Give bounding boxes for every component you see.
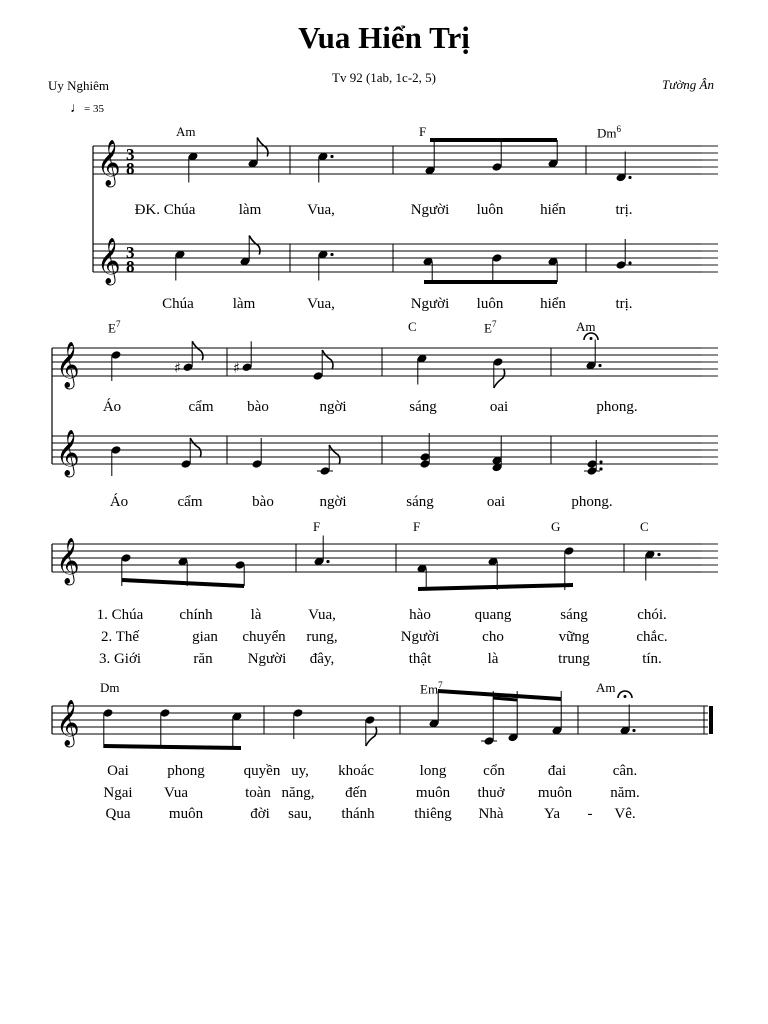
lyric-syllable: đai (547, 763, 567, 779)
lyric-syllable: thật (408, 651, 432, 667)
lyric-syllable: ĐK. Chúa (134, 202, 196, 218)
lyric-syllable: năm. (610, 785, 640, 801)
dot (599, 460, 602, 463)
time-signature-top: 3 (126, 243, 135, 262)
lyric-syllable: Người (400, 629, 440, 645)
lyric-syllable: phong. (571, 494, 613, 510)
lyric-syllable: muôn (537, 785, 573, 801)
lyric-syllable: hiển (540, 296, 566, 312)
chord-name: F (419, 124, 427, 139)
lyric-syllable: tín. (642, 651, 662, 667)
note-flag (366, 727, 377, 746)
lyric-syllable: trị. (615, 202, 633, 218)
lyric-syllable: năng, (281, 785, 315, 801)
lyric-syllable: rung, (306, 629, 338, 645)
chord-symbol (313, 519, 320, 535)
lyric-syllable: Vê. (614, 806, 636, 822)
lyric-syllable: bào (252, 494, 274, 510)
chord-extension: 7 (491, 319, 497, 329)
lyric-syllable: đời (250, 806, 270, 822)
lyric-syllable: Chúa (162, 296, 194, 312)
lyric-syllable: thuở (477, 785, 505, 801)
chord-symbol (576, 319, 596, 335)
lyric-syllable: cân. (612, 763, 638, 779)
note-flag (494, 369, 505, 388)
lyric-syllable: 3. Giới (98, 651, 142, 667)
chord-symbol (408, 319, 417, 335)
lyric-syllable: sáng (406, 494, 434, 510)
note-flag (190, 438, 201, 457)
time-signature-top: 3 (126, 145, 135, 164)
lyric-syllable: đến (345, 785, 367, 801)
lyric-syllable: long (419, 763, 447, 779)
composer-name: Tường Ân (662, 77, 714, 92)
lyric-syllable: phong (167, 763, 205, 779)
note-beam (430, 138, 557, 142)
lyric-syllable: cẩm (188, 399, 214, 415)
lyric-syllable: 2. Thế (100, 629, 140, 645)
lyric-syllable: là (250, 607, 262, 623)
chord-symbol (100, 680, 120, 696)
lyric-syllable: Người (410, 296, 450, 312)
treble-clef-icon: 𝄞 (97, 238, 121, 284)
chord-symbol (484, 319, 496, 336)
chord-name: F (313, 519, 321, 534)
note-beam (418, 583, 573, 591)
lyric-syllable: muôn (168, 806, 204, 822)
lyric-syllable: Vua, (308, 607, 336, 623)
lyric-syllable: cho (482, 629, 504, 645)
dot (330, 253, 333, 256)
lyric-syllable: chắc. (636, 629, 668, 645)
lyric-syllable: Người (247, 651, 287, 667)
chord-name: F (413, 519, 421, 534)
lyric-syllable: Ya (544, 806, 560, 822)
lyric-syllable: khoác (338, 763, 374, 779)
tempo-value: = 35 (84, 103, 104, 115)
lyric-syllable: Vua, (307, 202, 335, 218)
lyricist-name: Uy Nghiêm (48, 78, 110, 93)
lyric-syllable: làm (232, 296, 256, 312)
chord-extension: 7 (438, 680, 443, 690)
time-signature-bottom: 8 (126, 159, 135, 178)
chord-name: C (640, 519, 649, 534)
lyric-syllable: trị. (615, 296, 633, 312)
note-flag (329, 445, 340, 464)
note-beam (104, 744, 241, 750)
lyric-syllable: làm (238, 202, 262, 218)
lyric-syllable: trung (558, 651, 590, 667)
note-flag (192, 341, 203, 360)
lyric-syllable: hào (409, 607, 431, 623)
note-flag (257, 138, 268, 157)
chord-symbol (596, 680, 616, 696)
chord-symbol (551, 519, 560, 535)
lyric-syllable: muôn (415, 785, 451, 801)
dot (657, 553, 660, 556)
chord-symbol (640, 519, 649, 535)
chord-name: Em (420, 681, 439, 697)
treble-clef-icon: 𝄞 (56, 538, 80, 584)
lyric-syllable: Vua (163, 785, 189, 801)
chord-symbol (413, 519, 420, 535)
lyric-syllable: Người (410, 202, 450, 218)
lyric-syllable: chói. (637, 607, 667, 623)
chord-extension: 6 (616, 124, 621, 134)
lyric-syllable: phong. (596, 399, 638, 415)
lyric-syllable: thánh (341, 806, 375, 822)
sharp-icon: ♯ (233, 360, 240, 377)
fermata-dot (624, 695, 627, 698)
lyric-syllable: Vua, (307, 296, 335, 312)
chord-symbol (108, 319, 120, 336)
lyric-syllable: luôn (476, 202, 504, 218)
dot (628, 176, 631, 179)
lyric-syllable: Qua (105, 806, 131, 822)
lyric-syllable: quyền (243, 763, 281, 779)
lyric-syllable: chuyển (242, 629, 286, 645)
lyric-syllable: vững (558, 629, 590, 645)
lyric-syllable: cẩm (177, 494, 203, 510)
treble-clef-icon: 𝄞 (97, 140, 121, 186)
chord-name: Am (596, 680, 616, 695)
lyric-syllable: bào (247, 399, 269, 415)
chord-name: Dm (100, 680, 120, 695)
lyric-syllable: - (587, 806, 593, 822)
lyric-syllable: răn (193, 651, 213, 667)
note-beam (122, 578, 244, 588)
treble-clef-icon: 𝄞 (56, 430, 80, 476)
lyric-syllable: quang (474, 607, 512, 623)
dot (326, 560, 329, 563)
lyric-syllable: 1. Chúa (96, 607, 144, 623)
chord-name: E (108, 320, 116, 336)
lyric-syllable: gian (192, 629, 218, 645)
lyric-syllable: sau, (288, 806, 312, 822)
song-title: Vua Hiển Trị (298, 20, 470, 55)
chord-symbol (420, 680, 443, 697)
chord-symbol (419, 124, 426, 140)
chord-name: Am (576, 319, 596, 334)
fermata-dot (590, 337, 593, 340)
chord-name: E (484, 320, 492, 336)
lyric-syllable: Ngai (103, 785, 133, 801)
dot (632, 729, 635, 732)
lyric-syllable: chính (179, 607, 213, 623)
time-signature-bottom: 8 (126, 257, 135, 276)
dot (598, 364, 601, 367)
chord-name: Am (176, 124, 196, 139)
note-beam-secondary (493, 698, 517, 700)
dot (330, 155, 333, 158)
lyric-syllable: sáng (560, 607, 588, 623)
lyric-syllable: luôn (476, 296, 504, 312)
chord-name: C (408, 319, 417, 334)
lyric-syllable: uy, (291, 763, 309, 779)
lyric-syllable: Áo (102, 399, 122, 415)
lyric-syllable: ngời (319, 494, 347, 510)
quarter-note-icon: ♩ (70, 101, 84, 116)
lyric-syllable: Áo (109, 494, 129, 510)
chord-symbol (176, 124, 196, 140)
lyric-syllable: là (487, 651, 499, 667)
treble-clef-icon: 𝄞 (56, 342, 80, 388)
psalm-reference: Tv 92 (1ab, 1c-2, 5) (332, 70, 436, 85)
note-flag (322, 350, 333, 369)
lyric-syllable: hiển (540, 202, 566, 218)
lyric-syllable: ngời (319, 399, 347, 415)
treble-clef-icon: 𝄞 (56, 700, 80, 746)
lyric-syllable: sáng (409, 399, 437, 415)
chord-name: Dm (597, 125, 617, 141)
lyric-syllable: đây, (309, 651, 335, 667)
lyric-syllable: toàn (245, 785, 271, 801)
chord-name: G (551, 519, 561, 534)
note-beam (424, 280, 557, 284)
sharp-icon: ♯ (174, 360, 181, 377)
dot (628, 261, 631, 264)
lyric-syllable: thiêng (414, 806, 452, 822)
lyric-syllable: oai (486, 494, 506, 510)
chord-extension: 7 (115, 319, 121, 329)
lyric-syllable: Oai (107, 763, 129, 779)
lyric-syllable: Nhà (478, 806, 504, 822)
note-flag (249, 236, 260, 255)
lyric-syllable: cổn (483, 763, 505, 779)
chord-symbol (597, 124, 621, 141)
lyric-syllable: oai (489, 399, 509, 415)
dot (599, 467, 602, 470)
